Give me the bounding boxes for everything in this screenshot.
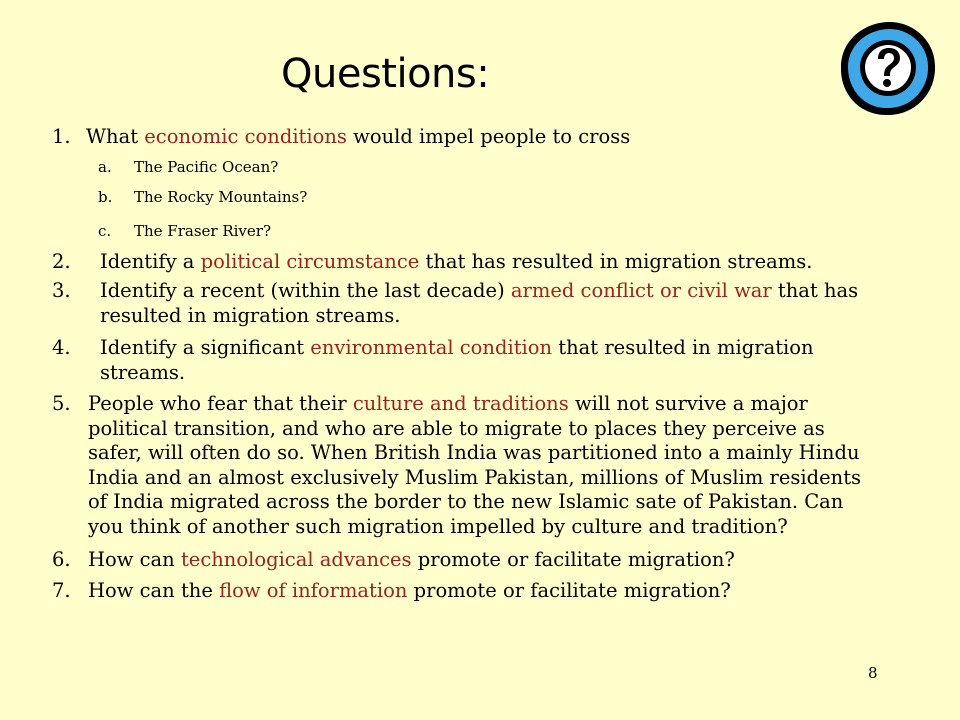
page-number: 8: [868, 664, 878, 682]
question-text: will not survive a major political transition, and who are able to migrate to places they perceive as safer, will often do so. When British India was partitioned into a mainly Hindu India and an almost exclusively Muslim Pakistan, millions of Muslim residents of India migrated across the border to the new Islamic sate of Pakistan. Can you think of another such migration impelled by culture and tradition?: [88, 392, 862, 538]
question-1: [52, 124, 882, 149]
subquestion-a: [52, 157, 882, 177]
question-5: [52, 392, 882, 539]
question-text: that has resulted in migration streams.: [419, 250, 813, 273]
subquestion-c: [52, 221, 882, 241]
question-text: What: [86, 125, 145, 148]
question-text: People who fear that their: [88, 392, 353, 415]
subquestion-text: The Fraser River?: [134, 222, 271, 240]
question-highlight: flow of information: [219, 579, 408, 602]
question-number: 5.: [52, 392, 71, 415]
question-highlight: economic conditions: [144, 125, 347, 148]
question-text: promote or facilitate migration?: [411, 548, 735, 571]
subquestion-label: c.: [98, 222, 112, 240]
question-highlight: political circumstance: [200, 250, 420, 273]
question-highlight: culture and traditions: [352, 392, 569, 415]
question-text: Identify a recent (within the last decade): [100, 279, 511, 302]
question-number: 3.: [52, 279, 71, 302]
subquestion-text: The Rocky Mountains?: [134, 188, 308, 206]
question-number: 7.: [52, 579, 71, 602]
questions-list: [52, 124, 882, 603]
question-text: that has resulted in migration streams.: [100, 279, 859, 327]
question-highlight: environmental condition: [310, 336, 553, 359]
question-text: How can: [88, 548, 181, 571]
question-3: [52, 278, 882, 328]
question-text: that resulted in migration streams.: [100, 336, 814, 384]
question-text: Identify a: [100, 250, 201, 273]
subquestion-label: b.: [98, 188, 113, 206]
question-number: 1.: [52, 125, 71, 148]
question-text: would impel people to cross: [346, 125, 631, 148]
question-text: promote or facilitate migration?: [407, 579, 731, 602]
question-text: Identify a significant: [100, 336, 311, 359]
help-question-icon: [836, 18, 940, 118]
subquestion-text: The Pacific Ocean?: [134, 158, 279, 176]
question-number: 2.: [52, 250, 71, 273]
question-highlight: technological advances: [180, 548, 412, 571]
subquestion-b: [52, 187, 882, 207]
question-highlight: armed conflict or civil war: [510, 279, 772, 302]
question-text: How can the: [88, 579, 220, 602]
question-2: [52, 249, 882, 274]
question-7: [52, 578, 882, 603]
question-4: [52, 335, 882, 385]
subquestion-label: a.: [98, 158, 112, 176]
slide-title: Questions:: [281, 51, 490, 97]
question-number: 4.: [52, 336, 71, 359]
question-6: [52, 547, 882, 572]
question-number: 6.: [52, 548, 71, 571]
